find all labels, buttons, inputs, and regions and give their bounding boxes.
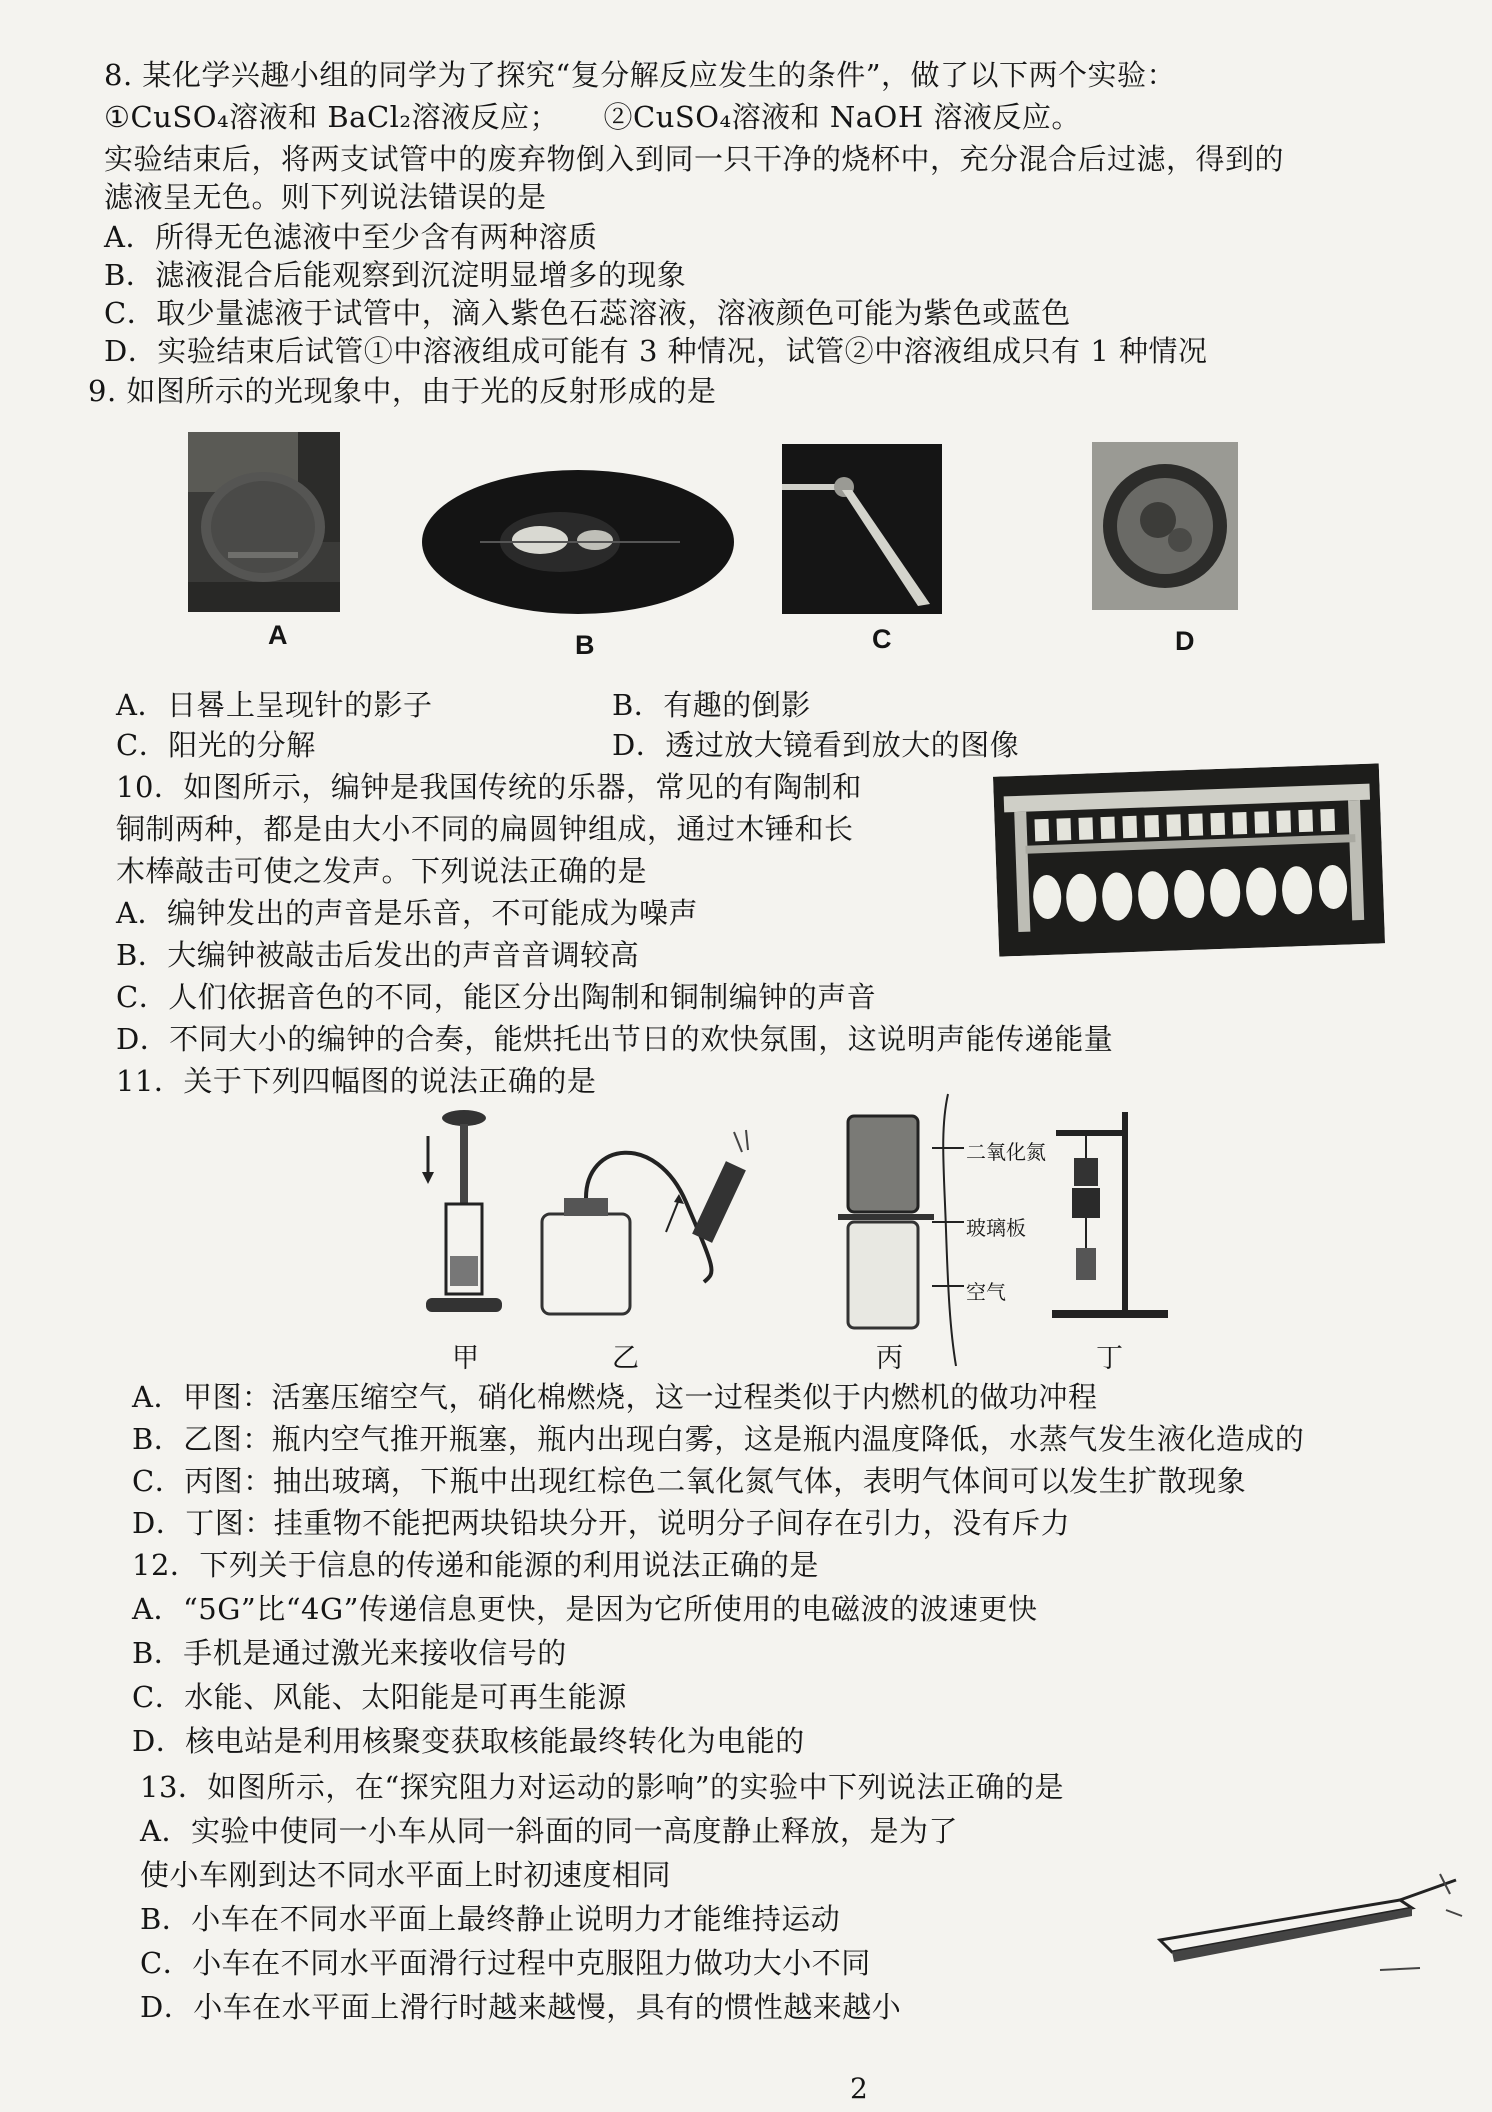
q12-option-a: A．“5G”比“4G”传递信息更快，是因为它所使用的电磁波的波速更快 [132, 1592, 1038, 1626]
q10-stem-line3: 木棒敲击可使之发声。下列说法正确的是 [116, 854, 648, 888]
q11-figure-yi-bottle-diagram [536, 1122, 762, 1318]
q9-figure-label-d: D [1175, 626, 1195, 656]
q8-stem-line3: 实验结束后，将两支试管中的废弃物倒入到同一只干净的烧杯中，充分混合后过滤，得到的 [104, 142, 1285, 176]
q11-figure-label-jia: 甲 [452, 1343, 479, 1374]
q9-figure-b-reflection-photo [420, 468, 736, 616]
q11-option-b: B．乙图：瓶内空气推开瓶塞，瓶内出现白雾，这是瓶内温度降低，水蒸气发生液化造成的 [132, 1422, 1305, 1456]
q11-label-air: 空气 [966, 1280, 1006, 1304]
q9-option-d: D．透过放大镜看到放大的图像 [612, 728, 1020, 762]
q11-figure-ding-lead-block-diagram [1052, 1106, 1172, 1326]
q9-figure-a-sundial-photo [188, 432, 340, 612]
q11-stem: 11．关于下列四幅图的说法正确的是 [116, 1064, 597, 1098]
q11-option-c: C．丙图：抽出玻璃，下瓶中出现红棕色二氧化氮气体，表明气体间可以发生扩散现象 [132, 1464, 1247, 1498]
q9-figure-label-b: B [575, 630, 595, 660]
q13-option-b: B．小车在不同水平面上最终静止说明力才能维持运动 [140, 1902, 841, 1936]
q11-pointer-lines [930, 1090, 966, 1370]
q10-option-a: A．编钟发出的声音是乐音，不可能成为噪声 [116, 896, 698, 930]
q11-label-nitrogen-dioxide: 二氧化氮 [966, 1140, 1046, 1164]
q9-stem: 9. 如图所示的光现象中，由于光的反射形成的是 [88, 374, 717, 408]
q11-figure-bing-gas-diffusion-diagram [838, 1110, 938, 1336]
q12-option-c: C．水能、风能、太阳能是可再生能源 [132, 1680, 627, 1714]
q9-figure-c-prism-photo [782, 444, 942, 614]
q11-figure-label-yi: 乙 [612, 1343, 639, 1374]
q10-option-b: B．大编钟被敲击后发出的声音音调较高 [116, 938, 640, 972]
q8-option-a: A．所得无色滤液中至少含有两种溶质 [104, 220, 598, 254]
q10-option-d: D．不同大小的编钟的合奏，能烘托出节日的欢快氛围，这说明声能传递能量 [116, 1022, 1114, 1056]
q11-label-glass-plate: 玻璃板 [966, 1216, 1026, 1240]
q9-option-b: B．有趣的倒影 [612, 688, 811, 722]
q12-stem: 12．下列关于信息的传递和能源的利用说法正确的是 [132, 1548, 819, 1582]
q10-stem-line2: 铜制两种，都是由大小不同的扁圆钟组成，通过木锤和长 [116, 812, 854, 846]
q13-option-d: D．小车在水平面上滑行时越来越慢，具有的惯性越来越小 [140, 1990, 902, 2024]
q12-option-d: D．核电站是利用核聚变获取核能最终转化为电能的 [132, 1724, 805, 1758]
q9-figure-label-c: C [872, 624, 892, 654]
q8-option-d: D．实验结束后试管①中溶液组成可能有 3 种情况，试管②中溶液组成只有 1 种情况 [104, 334, 1208, 368]
q8-stem-line2: ①CuSO₄溶液和 BaCl₂溶液反应； ②CuSO₄溶液和 NaOH 溶液反应。 [104, 100, 1081, 134]
q10-stem-line1: 10．如图所示，编钟是我国传统的乐器，常见的有陶制和 [116, 770, 862, 804]
q8-stem-line4: 滤液呈无色。则下列说法错误的是 [104, 180, 547, 214]
q11-figure-label-bing: 丙 [876, 1343, 903, 1374]
q9-option-c: C．阳光的分解 [116, 728, 316, 762]
q13-option-a-line1: A．实验中使同一小车从同一斜面的同一高度静止释放，是为了 [140, 1814, 958, 1848]
q8-option-b: B．滤液混合后能观察到沉淀明显增多的现象 [104, 258, 687, 292]
q9-option-a: A．日晷上呈现针的影子 [116, 688, 433, 722]
q13-option-a-line2: 使小车刚到达不同水平面上时初速度相同 [140, 1858, 672, 1892]
q12-option-b: B．手机是通过激光来接收信号的 [132, 1636, 567, 1670]
q13-stem: 13．如图所示，在“探究阻力对运动的影响”的实验中下列说法正确的是 [140, 1770, 1065, 1804]
q13-incline-plane-diagram [1150, 1870, 1470, 2000]
q8-option-c: C．取少量滤液于试管中，滴入紫色石蕊溶液，溶液颜色可能为紫色或蓝色 [104, 296, 1071, 330]
q11-figure-label-ding: 丁 [1096, 1343, 1123, 1374]
q9-figure-d-magnifier-photo [1092, 442, 1238, 610]
q10-bianzhong-photo [993, 763, 1385, 956]
q11-option-a: A．甲图：活塞压缩空气，硝化棉燃烧，这一过程类似于内燃机的做功冲程 [132, 1380, 1098, 1414]
q10-option-c: C．人们依据音色的不同，能区分出陶制和铜制编钟的声音 [116, 980, 877, 1014]
q13-option-c: C．小车在不同水平面滑行过程中克服阻力做功大小不同 [140, 1946, 871, 1980]
q8-stem-line1: 8. 某化学兴趣小组的同学为了探究“复分解反应发生的条件”，做了以下两个实验： [104, 58, 1177, 92]
q9-figure-label-a: A [268, 620, 288, 650]
q11-figure-jia-piston-diagram [420, 1106, 508, 1326]
q11-option-d: D．丁图：挂重物不能把两块铅块分开，说明分子间存在引力，没有斥力 [132, 1506, 1071, 1540]
page-number: 2 [850, 2072, 868, 2105]
